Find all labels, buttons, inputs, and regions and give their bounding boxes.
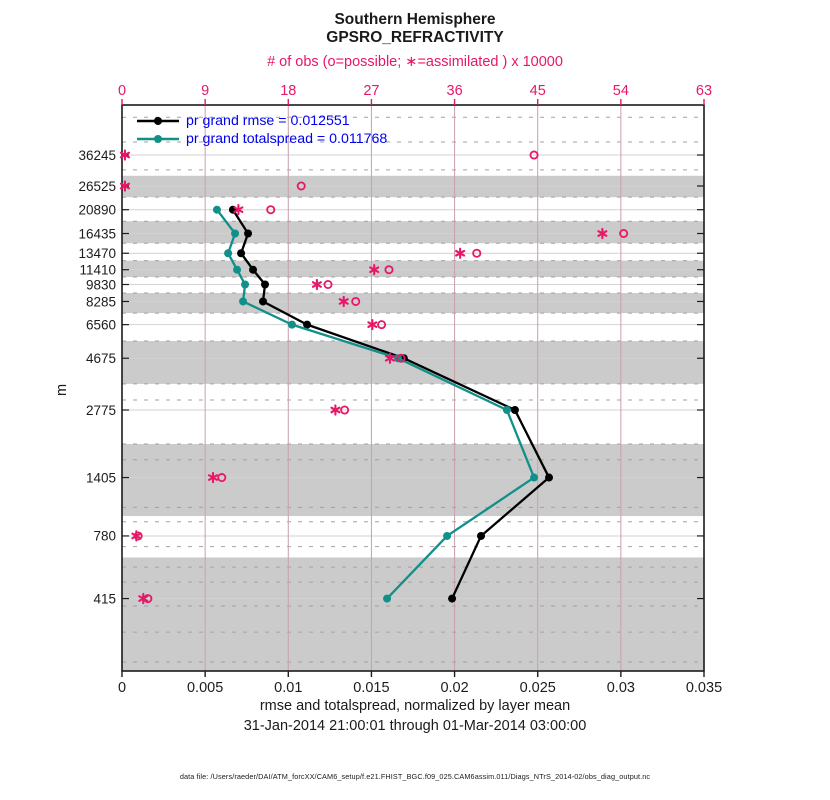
bottom-axis-tick-label: 0.035 [685, 680, 723, 696]
level-tick-label: 2775 [85, 402, 116, 418]
series-marker-dot [213, 206, 221, 214]
series-marker-dot [237, 249, 245, 257]
series-marker-dot [443, 532, 451, 540]
series-marker-dot [545, 474, 553, 482]
top-axis-tick-label: 0 [117, 83, 127, 99]
series-marker-dot [249, 266, 257, 274]
layer-band [122, 261, 704, 277]
series-marker-dot [261, 281, 269, 289]
legend-swatch-rmse [136, 115, 180, 127]
level-tick-label: 4675 [85, 351, 116, 367]
top-axis-tick-label: 36 [446, 83, 463, 99]
series-marker-dot [229, 206, 237, 214]
series-marker-dot [448, 595, 456, 603]
level-tick-label: 1405 [85, 470, 116, 486]
bottom-axis-label: rmse and totalspread, normalized by layer mean [259, 698, 571, 714]
series-marker-dot [530, 474, 538, 482]
chart-legend [136, 112, 387, 148]
level-tick-label: 8285 [85, 294, 116, 310]
top-axis-tick-label: 45 [529, 83, 546, 99]
level-tick-label: 20890 [78, 202, 116, 218]
bottom-axis-tick-label: 0.005 [186, 680, 224, 696]
series-marker-dot [239, 297, 247, 305]
legend-label-rmse: pr grand rmse = 0.012551 [186, 113, 350, 129]
series-marker-dot [241, 281, 249, 289]
top-axis-tick-label: 9 [201, 83, 210, 99]
bottom-axis-tick-label: 0.015 [353, 680, 390, 696]
layer-band [122, 221, 704, 243]
bottom-axis-tick-label: 0.03 [606, 680, 635, 696]
top-axis-tick-label: 63 [695, 83, 713, 99]
y-axis-label: m [54, 383, 70, 397]
page-subtitle: GPSRO_REFRACTIVITY [326, 29, 504, 46]
series-marker-dot [288, 321, 296, 329]
level-tick-label: 780 [93, 528, 116, 544]
level-tick-label: 16435 [78, 226, 116, 242]
bottom-axis-tick-label: 0.01 [274, 680, 303, 696]
series-marker-dot [224, 249, 232, 257]
level-tick-label: 9830 [85, 277, 116, 293]
bottom-axis-tick-label: 0 [117, 680, 127, 696]
series-marker-dot [244, 229, 252, 237]
footer-data-file: data file: /Users/raeder/DAI/ATM_forcXX/CAM6_setup/f.e21.FHIST_BGC.f09_025.CAM6assim.011/Diags_NTrS_2014-02/obs_diag_output.nc [179, 772, 651, 781]
series-marker-dot [503, 406, 511, 414]
series-marker-dot [477, 532, 485, 540]
layer-band [122, 293, 704, 313]
series-marker-dot [511, 406, 519, 414]
bottom-axis-tick-label: 0.02 [440, 680, 469, 696]
level-tick-label: 11410 [79, 262, 116, 278]
level-tick-label: 36245 [78, 147, 116, 163]
bottom-axis-tick-label: 0.025 [519, 680, 556, 696]
top-axis-label: # of obs (o=possible; ∗=assimilated ) x 10000 [267, 54, 563, 70]
legend-swatch-totalspread [136, 133, 180, 145]
top-axis-tick-label: 54 [612, 83, 629, 99]
level-tick-label: 415 [93, 591, 116, 607]
page-title: Southern Hemisphere [334, 11, 496, 28]
top-axis-tick-label: 27 [363, 83, 380, 99]
level-tick-label: 26525 [78, 178, 116, 194]
series-marker-dot [259, 297, 267, 305]
top-axis-tick-label: 18 [280, 83, 297, 99]
legend-item-rmse [136, 112, 387, 130]
layer-band [122, 557, 704, 671]
series-marker-dot [233, 266, 241, 274]
date-range-label: 31-Jan-2014 21:00:01 through 01-Mar-2014 03:00:00 [243, 718, 587, 734]
series-marker-dot [231, 229, 239, 237]
legend-label-totalspread: pr grand totalspread = 0.011768 [186, 131, 388, 147]
series-marker-dot [383, 595, 391, 603]
level-tick-label: 6560 [85, 317, 116, 333]
legend-item-totalspread [136, 130, 387, 148]
level-tick-label: 13470 [78, 246, 116, 262]
